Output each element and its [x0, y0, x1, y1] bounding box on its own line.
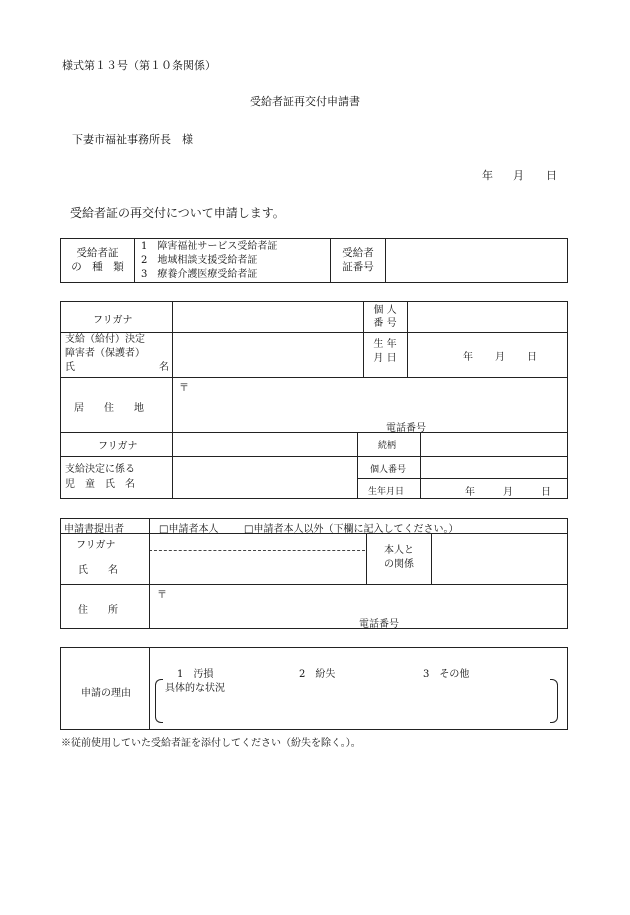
date-day: 日: [546, 169, 557, 182]
person-info-table: [60, 301, 568, 499]
birthdate-label: 生 年 月 日: [373, 339, 397, 364]
submitter-address-field[interactable]: [151, 599, 561, 613]
footnote: ※従前使用していた受給者証を添付してください（紛失を除く。）。: [61, 738, 361, 749]
child-birth-day: 日: [541, 487, 551, 498]
submitter-relation-label: 本人と の関係: [384, 545, 414, 570]
furigana-label: フリガナ: [93, 315, 133, 326]
date-year: 年: [482, 169, 493, 182]
mynumber-label: 個 人 番 号: [373, 305, 397, 329]
submitter-relation-field[interactable]: [433, 535, 566, 583]
cert-type-label: 受給者証 の 種 類: [61, 239, 135, 283]
submitter-furigana-field[interactable]: [151, 535, 365, 549]
cert-type-options: [135, 239, 331, 283]
furigana-field[interactable]: [173, 303, 362, 331]
postal-mark: 〒: [179, 383, 189, 394]
addressee: 下妻市福祉事務所長 様: [72, 133, 193, 146]
applicant-table: [60, 518, 568, 629]
detail-bracket-left: [155, 679, 163, 723]
submitter-furigana-label: フリガナ: [76, 540, 116, 551]
relation-label: 続柄: [378, 441, 397, 451]
self-checkbox[interactable]: □申請者本人: [159, 524, 219, 535]
cert-option-2[interactable]: 2 地域相談支援受給者証: [141, 254, 258, 266]
reason-label: 申請の理由: [81, 688, 131, 699]
reason-table: [60, 647, 568, 730]
cert-number-field[interactable]: [386, 239, 568, 283]
address-field[interactable]: [173, 392, 563, 416]
reason-option-3[interactable]: 3 その他: [423, 669, 470, 680]
phone-label: 電話番号: [386, 423, 426, 434]
detail-field[interactable]: [165, 693, 545, 719]
birth-day: 日: [527, 352, 537, 363]
applicant-name-field[interactable]: [173, 333, 362, 376]
cert-option-1[interactable]: 1 障害福祉サービス受給者証: [141, 240, 278, 252]
submitter-phone-label: 電話番号: [359, 619, 399, 630]
submitter-address-label: 住 所: [78, 605, 118, 616]
applicant-name-label: 支給（給付）決定 障害者（保護者） 氏 名: [65, 334, 169, 373]
cert-option-3[interactable]: 3 療養介護医療受給者証: [141, 268, 258, 280]
detail-label: 具体的な状況: [165, 683, 225, 694]
submitter-postal-mark: 〒: [157, 590, 167, 601]
birth-year: 年: [463, 352, 473, 363]
child-birth-label: 生年月日: [368, 487, 405, 497]
detail-bracket-right: [550, 679, 558, 723]
child-name-label: 支給決定に係る 児 童 氏 名: [65, 464, 135, 490]
cert-number-label: 受給者 証番号: [331, 239, 386, 283]
child-name-field[interactable]: [173, 457, 356, 498]
date-month: 月: [513, 169, 524, 182]
child-mynumber-field[interactable]: [421, 457, 566, 477]
submitter-label: 申請書提出者: [64, 524, 124, 535]
form-number: 様式第１３号（第１０条関係）: [62, 59, 216, 72]
reason-option-2[interactable]: 2 紛失: [299, 669, 336, 680]
address-label: 居 住 地: [74, 403, 144, 414]
submitter-name-field[interactable]: [151, 552, 365, 583]
certificate-type-table: [60, 238, 568, 283]
child-furigana-field[interactable]: [173, 433, 356, 455]
child-mynumber-label: 個人番号: [370, 465, 407, 475]
mynumber-field[interactable]: [408, 303, 566, 331]
birth-month: 月: [495, 352, 505, 363]
reason-option-1[interactable]: 1 汚損: [177, 669, 214, 680]
child-furigana-label: フリガナ: [98, 441, 138, 452]
other-checkbox[interactable]: □申請者本人以外（下欄に記入してください。）: [244, 524, 459, 535]
relation-field[interactable]: [421, 433, 566, 455]
submitter-name-label: 氏 名: [78, 565, 118, 576]
child-birth-year: 年: [465, 487, 475, 498]
intro-text: 受給者証の再交付について申請します。: [70, 206, 285, 220]
child-birth-month: 月: [503, 487, 513, 498]
form-title: 受給者証再交付申請書: [250, 95, 360, 108]
